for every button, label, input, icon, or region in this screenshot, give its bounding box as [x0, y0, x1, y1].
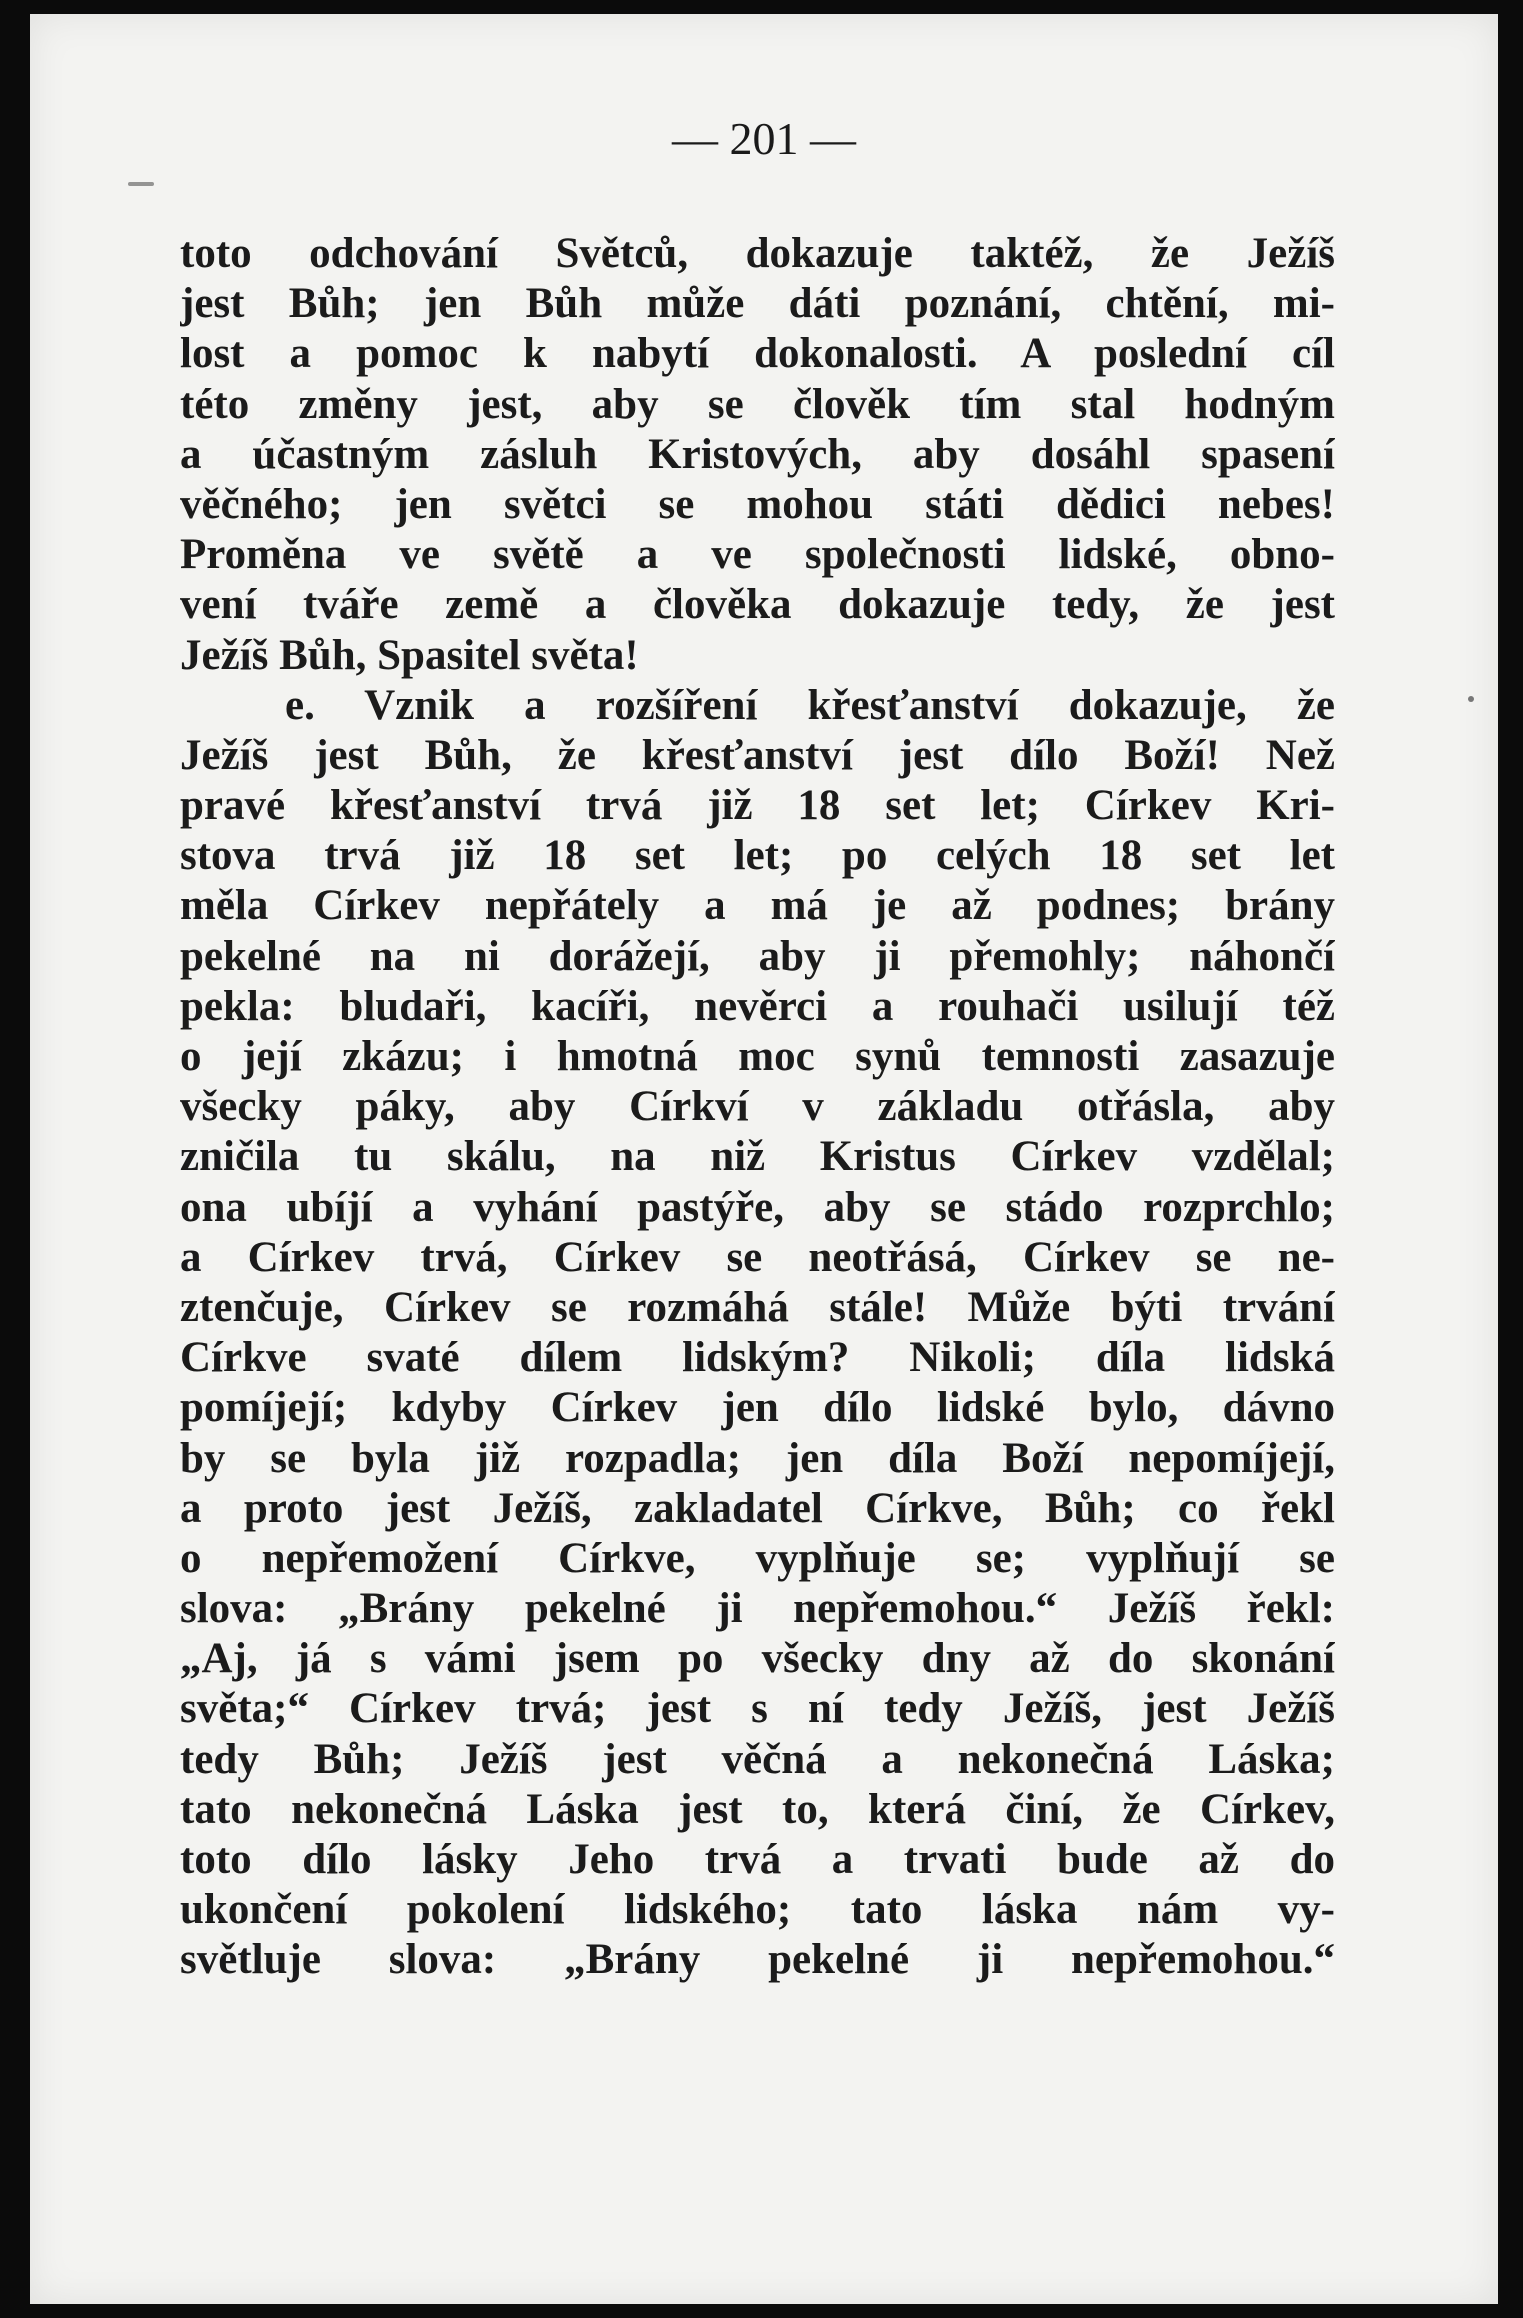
- text-line: e. Vznik a rozšíření křesťanství dokazuje, že: [285, 681, 1335, 729]
- text-line: slova: „Brány pekelné ji nepřemohou.“ Ježíš řekl:: [180, 1585, 1335, 1633]
- text-line: všecky páky, aby Církví v základu otřásla, aby: [180, 1083, 1335, 1131]
- text-line: a proto jest Ježíš, zakladatel Církve, Bůh; co řekl: [180, 1484, 1335, 1532]
- text-line: měla Církev nepřátely a má je až podnes; brány: [180, 882, 1335, 930]
- page-number: — 201 —: [672, 113, 856, 164]
- text-line: toto dílo lásky Jeho trvá a trvati bude až do: [180, 1836, 1335, 1883]
- text-line: a účastným zásluh Kristových, aby dosáhl spasení: [180, 430, 1335, 478]
- text-line: této změny jest, aby se člověk tím stal hodným: [180, 380, 1335, 428]
- text-line: ukončení pokolení lidského; tato láska nám vy-: [180, 1886, 1335, 1934]
- text-line: Ježíš Bůh, Spasitel světa!: [180, 631, 639, 679]
- text-line: pekla: bludaři, kacíři, nevěrci a rouhači usilují též: [180, 982, 1335, 1030]
- text-line: světa;“ Církev trvá; jest s ní tedy Ježíš, jest Ježíš: [180, 1685, 1335, 1733]
- book-page: [30, 14, 1498, 2304]
- text-line: Ježíš jest Bůh, že křesťanství jest dílo Boží! Než: [180, 731, 1335, 779]
- text-line: o nepřemožení Církve, vyplňuje se; vyplňují se: [180, 1534, 1335, 1582]
- text-line: pekelné na ni dorážejí, aby ji přemohly; náhončí: [180, 932, 1335, 980]
- text-line: jest Bůh; jen Bůh může dáti poznání, chtění, mi-: [180, 280, 1335, 328]
- text-line: tato nekonečná Láska jest to, která činí, že Církev,: [180, 1785, 1335, 1833]
- text-line: by se byla již rozpadla; jen díla Boží nepomíjejí,: [180, 1434, 1335, 1482]
- text-line: světluje slova: „Brány pekelné ji nepřemohou.“: [180, 1936, 1335, 1984]
- text-line: pravé křesťanství trvá již 18 set let; Církev Kri-: [180, 782, 1335, 830]
- text-line: „Aj, já s vámi jsem po všecky dny až do skonání: [180, 1635, 1335, 1683]
- text-line: ztenčuje, Církev se rozmáhá stále! Může býti trvání: [180, 1283, 1335, 1331]
- body-text: [180, 229, 1335, 1986]
- text-line: zničila tu skálu, na niž Kristus Církev vzdělal;: [180, 1133, 1335, 1181]
- text-line: Církve svaté dílem lidským? Nikoli; díla lidská: [180, 1334, 1335, 1382]
- text-line: Proměna ve světě a ve společnosti lidské, obno-: [180, 531, 1335, 579]
- text-line: tedy Bůh; Ježíš jest věčná a nekonečná Láska;: [180, 1735, 1335, 1783]
- stray-ink-dot: [1468, 696, 1474, 702]
- stray-ink-mark: [128, 182, 154, 186]
- text-line: věčného; jen světci se mohou státi dědici nebes!: [180, 480, 1335, 528]
- text-line: toto odchování Světců, dokazuje taktéž, že Ježíš: [180, 230, 1335, 277]
- text-line: vení tváře země a člověka dokazuje tedy, že jest: [180, 581, 1335, 629]
- text-line: lost a pomoc k nabytí dokonalosti. A poslední cíl: [180, 330, 1335, 378]
- text-line: a Církev trvá, Církev se neotřásá, Církev se ne-: [180, 1233, 1335, 1281]
- text-line: ona ubíjí a vyhání pastýře, aby se stádo rozprchlo;: [180, 1183, 1335, 1231]
- text-line: pomíjejí; kdyby Církev jen dílo lidské bylo, dávno: [180, 1384, 1335, 1432]
- text-line: stova trvá již 18 set let; po celých 18 set let: [180, 832, 1335, 880]
- text-line: o její zkázu; i hmotná moc synů temnosti zasazuje: [180, 1033, 1335, 1080]
